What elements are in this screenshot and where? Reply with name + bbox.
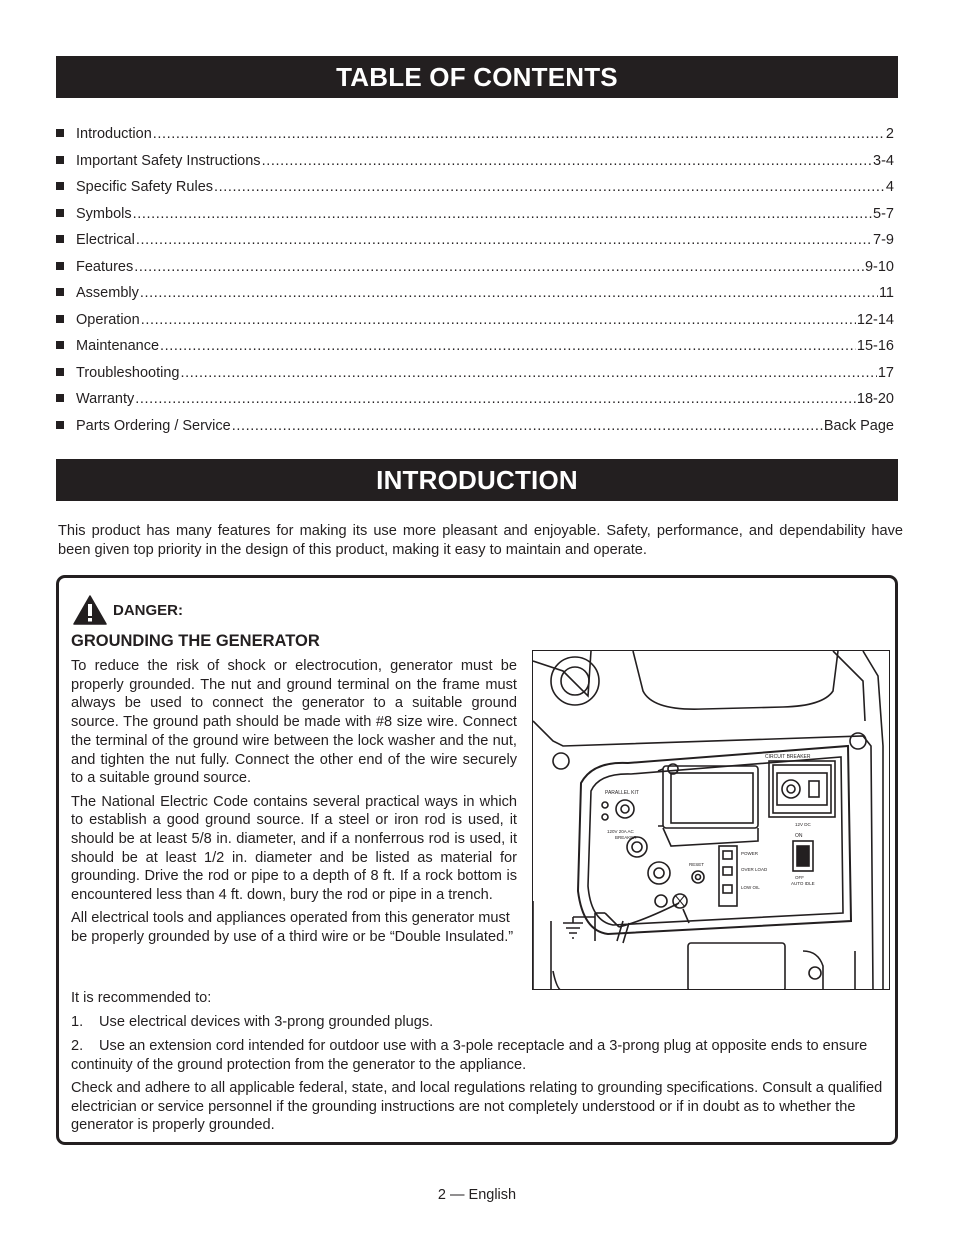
toc-item xyxy=(56,360,896,387)
toc-item xyxy=(56,280,896,307)
toc-item xyxy=(56,174,896,201)
toc-heading: TABLE OF CONTENTS xyxy=(56,56,898,98)
square-bullet-icon xyxy=(56,288,64,296)
generator-panel-drawing xyxy=(533,651,890,990)
circuit-breaker-label: CIRCUIT BREAKER xyxy=(765,754,811,760)
recommendation-item-2 xyxy=(71,1037,883,1074)
parallel-kit-label: PARALLEL KIT xyxy=(605,790,639,796)
toc-item xyxy=(56,307,896,334)
toc-item-title: Important Safety Instructions xyxy=(76,152,261,169)
danger-label: DANGER: xyxy=(113,601,183,619)
toc-leader-dots xyxy=(214,174,885,201)
toc-item-title: Troubleshooting xyxy=(76,364,180,381)
toc-leader-dots xyxy=(134,254,864,281)
grounding-heading: GROUNDING THE GENERATOR xyxy=(71,632,320,650)
recommend-text: It is recommended to: xyxy=(71,990,212,1006)
toc-item-page: 11 xyxy=(878,285,894,301)
low-oil-label: LOW OIL xyxy=(741,885,760,890)
square-bullet-icon xyxy=(56,315,64,323)
toc-leader-dots xyxy=(135,386,856,413)
auto-idle-label: AUTO IDLE xyxy=(791,881,815,886)
toc-leader-dots xyxy=(262,148,872,175)
regulations-text: Check and adhere to all applicable federal, state, and local regulations relating to grounding specifications. Consult a qualified electrician or service personnel if the grounding instructions are not completely understood or if in doubt as to whether the generator is properly grounded. xyxy=(71,1080,883,1134)
grounding-paragraph-2: The National Electric Code contains several practical ways in which to establish a good ground source. If a steel or iron rod is used, it should be at least 5/8 in. diameter, and if a nonferrous rod is used, it should be at least 1/2 in. diameter and be listed as material for grounding. Drive the rod or pipe to a depth of 8 ft. If a rock bottom is encountered less than 4 ft. down, bury the rod or pipe in a trench. xyxy=(71,793,517,904)
toc-item-page: 17 xyxy=(877,364,894,381)
toc-item-title: Assembly xyxy=(76,285,139,301)
square-bullet-icon xyxy=(56,182,64,190)
toc-item xyxy=(56,201,896,228)
item-2-number: 2. xyxy=(71,1038,84,1054)
toc-leader-dots xyxy=(232,413,823,440)
toc-item-title: Parts Ordering / Service xyxy=(76,417,231,434)
toc-item-title: Operation xyxy=(76,311,140,328)
toc-item xyxy=(56,227,896,254)
toc-item-page: 9-10 xyxy=(864,258,894,275)
toc-item-title: Introduction xyxy=(76,126,152,142)
item-1-number: 1. xyxy=(71,1014,84,1030)
toc-item-page: 4 xyxy=(885,179,894,195)
square-bullet-icon xyxy=(56,262,64,270)
toc-item-page: Back Page xyxy=(823,417,894,434)
toc-item-page: 3-4 xyxy=(873,152,894,169)
toc-item-title: Maintenance xyxy=(76,338,160,354)
toc-item xyxy=(56,121,896,148)
square-bullet-icon xyxy=(56,368,64,376)
toc-item xyxy=(56,413,896,440)
toc-item-page: 15-16 xyxy=(856,338,894,354)
recommendation-item-1 xyxy=(71,1013,883,1032)
toc-leader-dots xyxy=(133,201,872,228)
grounding-paragraph-3: All electrical tools and appliances operated from this generator must be properly grounded by use of a third wire or be “Double Insulated.” xyxy=(71,910,514,946)
grounding-text-column xyxy=(71,657,517,951)
toc-leader-dots xyxy=(136,227,872,254)
power-label: POWER xyxy=(741,851,759,856)
toc-item-page: 12-14 xyxy=(856,311,894,328)
toc-leader-dots xyxy=(140,280,878,307)
toc-item-title: Symbols xyxy=(76,205,132,222)
square-bullet-icon xyxy=(56,421,64,429)
introduction-heading: INTRODUCTION xyxy=(56,459,898,501)
on-label: ON xyxy=(795,833,803,839)
toc-leader-dots xyxy=(180,360,876,387)
generator-panel-illustration xyxy=(532,650,890,990)
item-1-text: Use electrical devices with 3-prong grounded plugs. xyxy=(99,1014,434,1030)
over-load-label: OVER LOAD xyxy=(741,867,768,872)
toc-item-title: Warranty xyxy=(76,391,135,407)
breaker-label: BREAKER xyxy=(615,835,637,840)
toc-item-title: Electrical xyxy=(76,232,135,248)
page-footer: 2 — English xyxy=(437,1187,517,1203)
reset-label: RESET xyxy=(689,862,705,867)
square-bullet-icon xyxy=(56,156,64,164)
toc-leader-dots xyxy=(153,121,885,148)
toc-item-page: 7-9 xyxy=(873,232,894,248)
toc-item xyxy=(56,333,896,360)
danger-header xyxy=(73,595,183,625)
grounding-paragraph-1: To reduce the risk of shock or electrocution, generator must be properly grounded. The nut and ground terminal on the frame must always be used to connect the generator to a suitable ground source. The ground path should be made with #8 size wire. Connect the terminal of the ground wire between the lock washer and the nut, and tighten the nut fully. Connect the other end of the wire securely to a suitable ground source. xyxy=(71,658,517,787)
toc-item xyxy=(56,386,896,413)
toc-item xyxy=(56,148,896,175)
toc-item-title: Features xyxy=(76,258,134,275)
square-bullet-icon xyxy=(56,235,64,243)
breaker-rating-label: 120V 20A AC xyxy=(607,829,634,834)
warning-triangle-icon xyxy=(73,595,107,625)
square-bullet-icon xyxy=(56,129,64,137)
danger-box xyxy=(56,575,898,1145)
toc-list xyxy=(56,121,896,439)
toc-item-title: Specific Safety Rules xyxy=(76,179,214,195)
item-2-text: Use an extension cord intended for outdoor use with a 3-pole receptacle and a 3-prong plug at opposite ends to ensure continuity of the ground protection from the generator to the appliance. xyxy=(71,1038,868,1073)
introduction-text: This product has many features for making its use more pleasant and enjoyable. Safety, performance, and dependability have been given top priority in the design of this product, making it easy to maintain and operate. xyxy=(58,523,903,558)
toc-item-page: 5-7 xyxy=(873,205,894,222)
square-bullet-icon xyxy=(56,394,64,402)
square-bullet-icon xyxy=(56,209,64,217)
toc-item xyxy=(56,254,896,281)
toc-leader-dots xyxy=(141,307,856,334)
dc-label: 12V DC xyxy=(795,822,811,827)
toc-item-page: 2 xyxy=(885,126,894,142)
square-bullet-icon xyxy=(56,341,64,349)
toc-leader-dots xyxy=(160,333,856,360)
toc-item-page: 18-20 xyxy=(856,391,894,407)
off-label: OFF xyxy=(795,875,804,880)
